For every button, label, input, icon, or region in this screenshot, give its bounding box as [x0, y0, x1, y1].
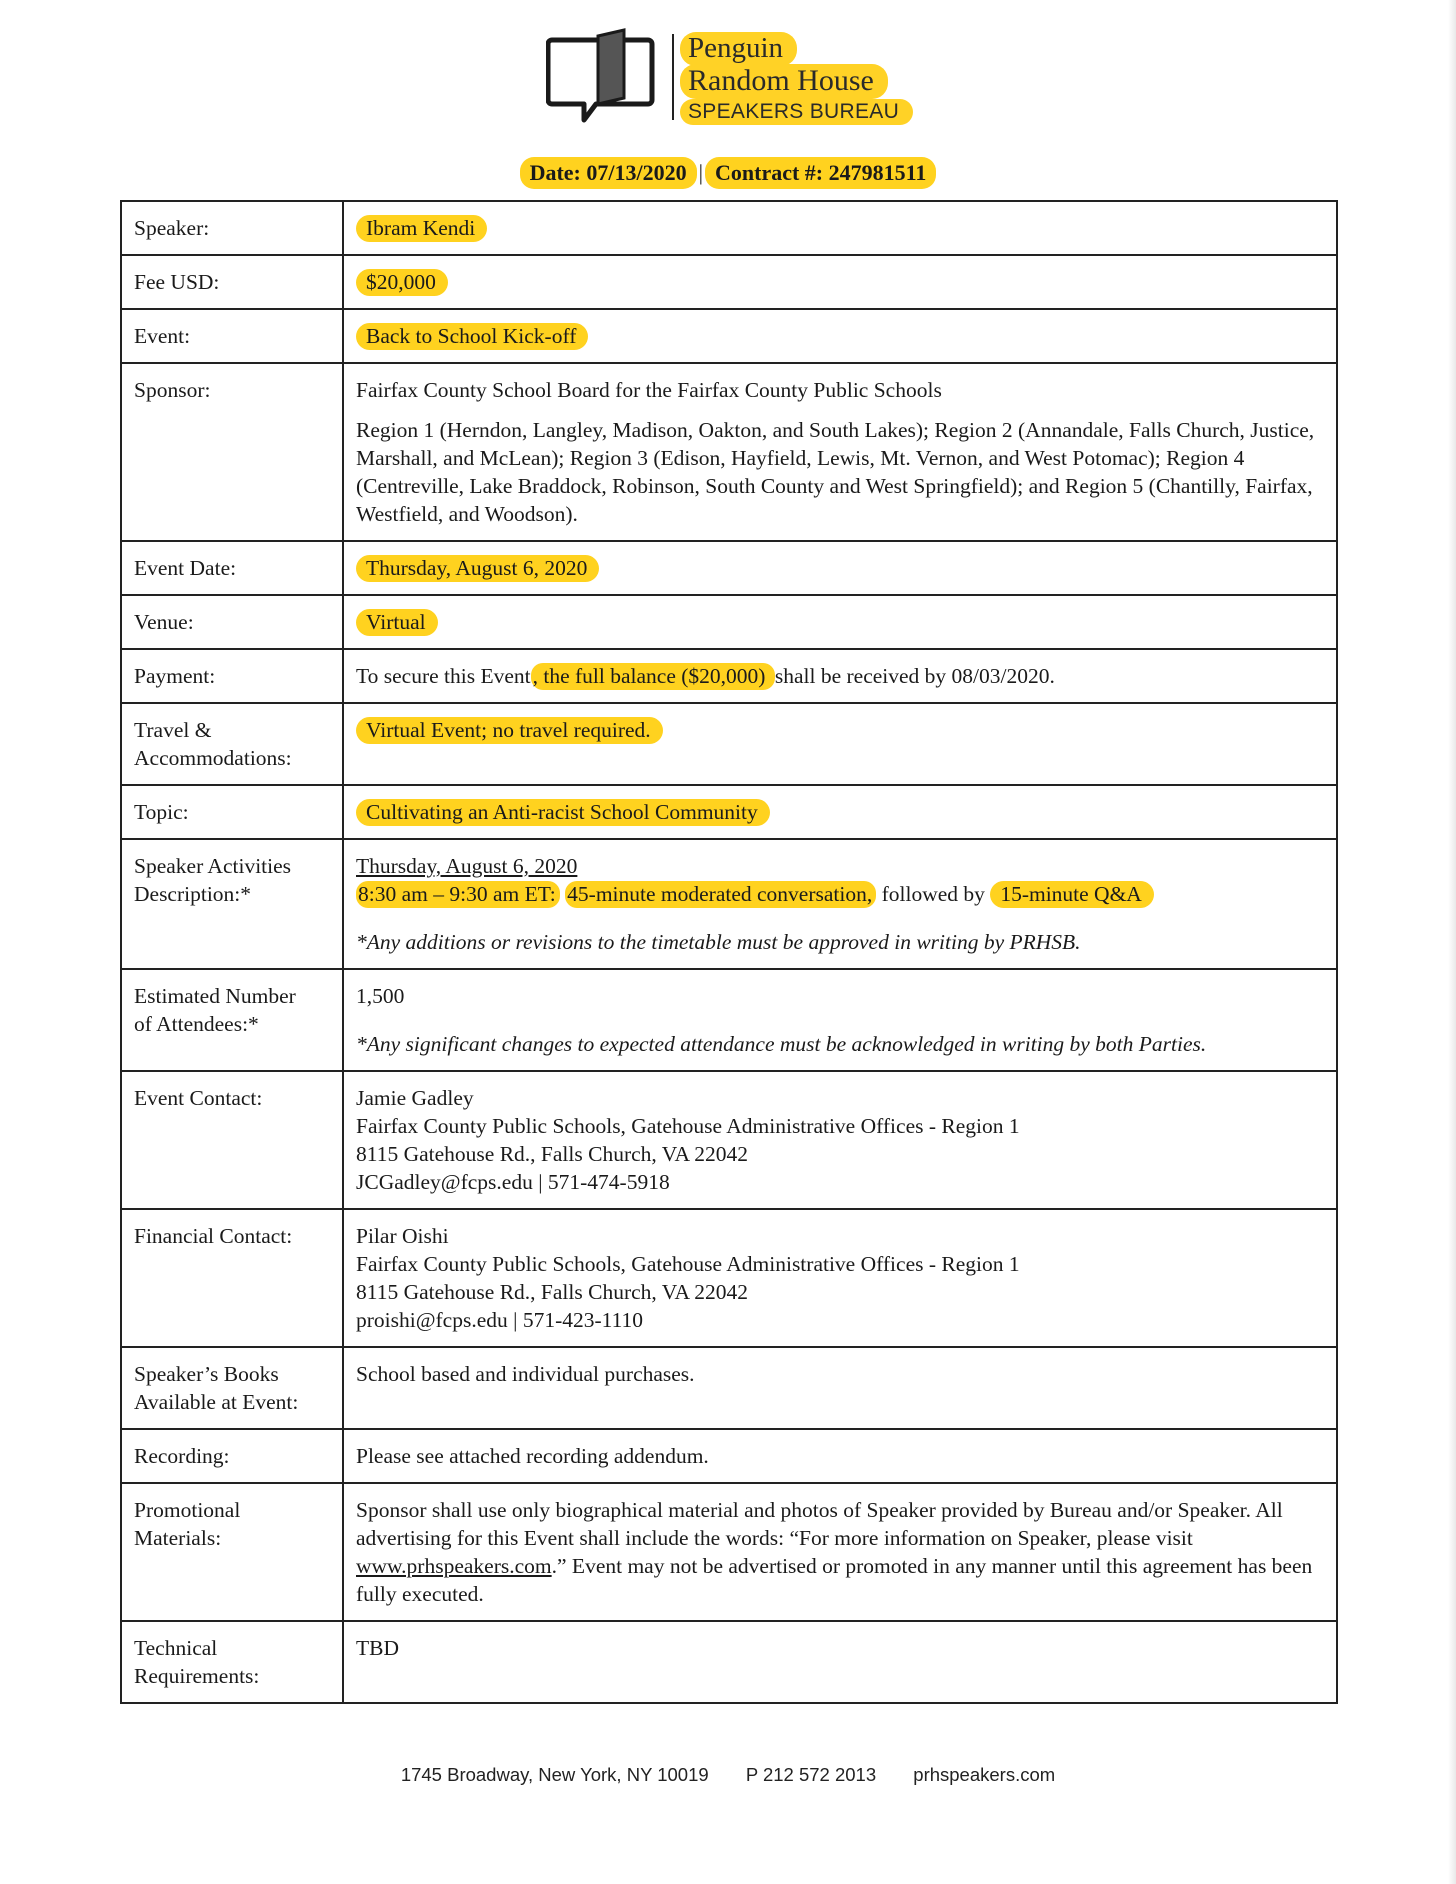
row-venue	[121, 595, 1337, 649]
label-speaker: Speaker:	[121, 201, 343, 255]
activities-date: Thursday, August 6, 2020	[356, 854, 578, 878]
row-payment	[121, 649, 1337, 703]
activities-conversation: 45-minute moderated conversation,	[565, 881, 876, 908]
travel-value: Virtual Event; no travel required.	[356, 717, 663, 744]
label-promotional-line1: Promotional	[134, 1498, 241, 1522]
fee-amount: $20,000	[356, 269, 448, 296]
logo-random-house: Random House	[680, 64, 888, 99]
attendees-count: 1,500	[356, 984, 405, 1008]
label-books-line2: Available at Event:	[134, 1390, 299, 1414]
row-sponsor	[121, 363, 1337, 541]
speaker-name: Ibram Kendi	[356, 215, 487, 242]
topic-value: Cultivating an Anti-racist School Community	[356, 799, 770, 826]
label-promotional-line2: Materials:	[134, 1526, 222, 1550]
label-attendees-line1: Estimated Number	[134, 984, 296, 1008]
financial-contact-org: Fairfax County Public Schools, Gatehouse Administrative Offices - Region 1	[356, 1252, 1020, 1276]
financial-contact-name: Pilar Oishi	[356, 1224, 449, 1248]
row-attendees	[121, 969, 1337, 1071]
logo-divider	[672, 34, 674, 120]
label-topic: Topic:	[121, 785, 343, 839]
footer-website: prhspeakers.com	[913, 1764, 1056, 1785]
book-speech-bubble-icon	[546, 28, 658, 128]
sponsor-name: Fairfax County School Board for the Fairfax County Public Schools	[356, 378, 942, 402]
label-technical-line2: Requirements:	[134, 1664, 260, 1688]
prh-speakers-bureau-logo	[546, 28, 946, 128]
venue-value: Virtual	[356, 609, 438, 636]
row-topic	[121, 785, 1337, 839]
label-attendees-line2: of Attendees:*	[134, 1012, 259, 1036]
activities-note: *Any additions or revisions to the timetable must be approved in writing by PRHSB.	[356, 930, 1081, 954]
row-event	[121, 309, 1337, 363]
label-activities-line1: Speaker Activities	[134, 854, 292, 878]
label-fee: Fee USD:	[121, 255, 343, 309]
page-edge-shadow	[1448, 0, 1456, 1884]
activities-qa: 15-minute Q&A	[990, 881, 1154, 908]
label-sponsor: Sponsor:	[121, 363, 343, 541]
prhspeakers-link[interactable]: www.prhspeakers.com	[356, 1554, 552, 1578]
event-date-value: Thursday, August 6, 2020	[356, 555, 599, 582]
books-value: School based and individual purchases.	[343, 1347, 1337, 1429]
label-payment: Payment:	[121, 649, 343, 703]
payment-pre: To secure this Event	[356, 664, 531, 688]
row-speaker	[121, 201, 1337, 255]
promotional-post: .” Event may not be advertised or promoted in any manner until this agreement has been fully executed.	[356, 1554, 1313, 1606]
event-name: Back to School Kick-off	[356, 323, 588, 350]
label-books-line1: Speaker’s Books	[134, 1362, 279, 1386]
promotional-pre: Sponsor shall use only biographical material and photos of Speaker provided by Bureau and/or Speaker. All advertising for this Event shall include the words: “For more information on Speaker, please visit	[356, 1498, 1283, 1550]
label-financial-contact: Financial Contact:	[121, 1209, 343, 1347]
payment-post: shall be received by 08/03/2020.	[774, 664, 1055, 688]
sponsor-regions: Region 1 (Herndon, Langley, Madison, Oakton, and South Lakes); Region 2 (Annandale, Falls Church, Justice, Marshall, and McLean); Region 3 (Edison, Hayfield, Lewis, Mt. Vernon, and West Potomac); Region 4 (Centreville, Lake Braddock, Robinson, South County and West Springfield); and Region 5 (Chantilly, Fairfax, Westfield, and Woodson).	[356, 418, 1315, 526]
footer-address: 1745 Broadway, New York, NY 10019	[400, 1764, 709, 1785]
payment-balance: , the full balance ($20,000)	[531, 663, 775, 690]
row-books	[121, 1347, 1337, 1429]
label-event-date: Event Date:	[121, 541, 343, 595]
row-financial-contact	[121, 1209, 1337, 1347]
recording-value: Please see attached recording addendum.	[343, 1429, 1337, 1483]
label-recording: Recording:	[121, 1429, 343, 1483]
label-travel-line2: Accommodations:	[134, 746, 292, 770]
page-footer	[0, 1764, 1456, 1786]
attendees-note: *Any significant changes to expected attendance must be acknowledged in writing by both Parties.	[356, 1032, 1207, 1056]
row-promotional	[121, 1483, 1337, 1621]
event-contact-email-phone: JCGadley@fcps.edu | 571-474-5918	[356, 1170, 670, 1194]
label-travel-line1: Travel &	[134, 718, 212, 742]
event-contact-address: 8115 Gatehouse Rd., Falls Church, VA 22042	[356, 1142, 748, 1166]
row-technical	[121, 1621, 1337, 1703]
label-technical-line1: Technical	[134, 1636, 218, 1660]
date-separator: |	[698, 160, 703, 185]
logo-penguin: Penguin	[680, 32, 797, 66]
label-event-contact: Event Contact:	[121, 1071, 343, 1209]
contract-table	[120, 200, 1338, 1704]
row-event-contact	[121, 1071, 1337, 1209]
row-travel	[121, 703, 1337, 785]
row-fee	[121, 255, 1337, 309]
technical-value: TBD	[343, 1621, 1337, 1703]
label-activities-line2: Description:*	[134, 882, 252, 906]
label-event: Event:	[121, 309, 343, 363]
logo-speakers-bureau: SPEAKERS BUREAU	[680, 99, 913, 125]
financial-contact-address: 8115 Gatehouse Rd., Falls Church, VA 22042	[356, 1280, 748, 1304]
row-recording	[121, 1429, 1337, 1483]
contract-number: Contract #: 247981511	[705, 157, 936, 189]
row-event-date	[121, 541, 1337, 595]
event-contact-name: Jamie Gadley	[356, 1086, 474, 1110]
footer-phone: P 212 572 2013	[745, 1764, 877, 1785]
logo-wordmark	[680, 32, 913, 125]
financial-contact-email-phone: proishi@fcps.edu | 571-423-1110	[356, 1308, 644, 1332]
row-activities	[121, 839, 1337, 969]
event-contact-org: Fairfax County Public Schools, Gatehouse Administrative Offices - Region 1	[356, 1114, 1020, 1138]
activities-time: 8:30 am – 9:30 am ET:	[356, 881, 560, 908]
label-venue: Venue:	[121, 595, 343, 649]
activities-followed: followed by	[881, 882, 985, 906]
contract-date: Date: 07/13/2020	[520, 157, 697, 189]
date-contract-line	[0, 160, 1456, 186]
